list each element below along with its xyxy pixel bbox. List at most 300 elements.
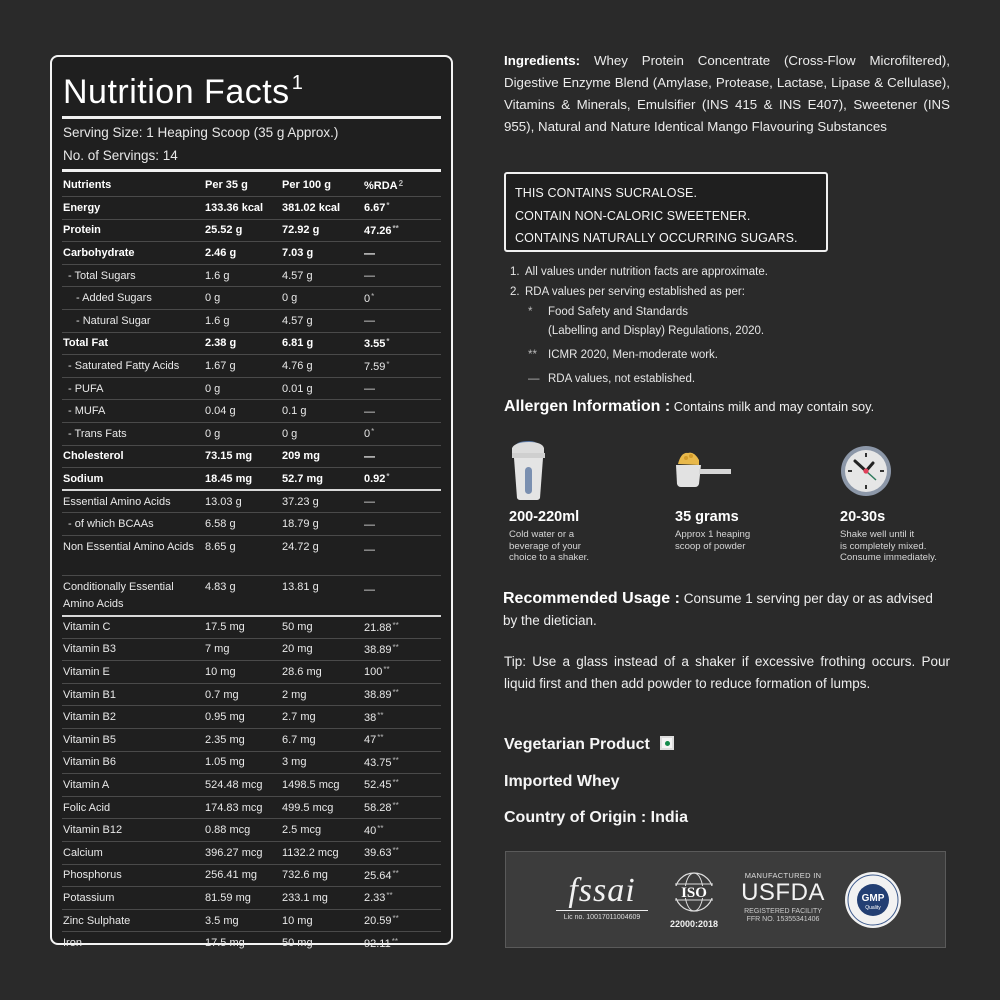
- rda-number: 38: [364, 711, 377, 724]
- per-35g-value: 0.95 mg: [204, 706, 281, 729]
- nutrient-name: Vitamin E: [62, 661, 204, 684]
- table-row: [62, 864, 441, 887]
- table-row: [62, 576, 441, 616]
- table-row: [62, 819, 441, 842]
- per-35g-value: 25.52 g: [204, 219, 281, 242]
- per-100g-value: 381.02 kcal: [281, 197, 363, 220]
- rda-source-text: RDA values, not established.: [548, 373, 696, 385]
- table-row: [62, 197, 441, 220]
- usfda-top-text: MANUFACTURED IN: [744, 871, 822, 880]
- rda-number: —: [364, 518, 375, 531]
- nutrition-facts-title: [62, 61, 441, 114]
- table-row: [62, 932, 441, 955]
- nutrient-name: - PUFA: [62, 377, 204, 400]
- clock-icon: [840, 440, 980, 502]
- desc-line: Cold water or a: [509, 529, 575, 540]
- nutrition-table: [62, 174, 441, 954]
- rda-source-mark: *: [386, 201, 390, 211]
- country-of-origin: Country of Origin : India: [504, 809, 688, 826]
- per-100g-value: 4.57 g: [281, 310, 363, 333]
- rda-value: [363, 932, 441, 955]
- nutrient-name: - Added Sugars: [62, 287, 204, 310]
- rda-value: [363, 197, 441, 220]
- ingredients-label: Ingredients:: [504, 53, 581, 68]
- fssai-logo-text: fssai: [568, 872, 636, 909]
- per-35g-value: 174.83 mcg: [204, 796, 281, 819]
- rda-not-established: [528, 370, 830, 389]
- per-35g-value: 0.04 g: [204, 400, 281, 423]
- per-100g-value: 6.7 mg: [281, 728, 363, 751]
- nutrient-name: Vitamin B12: [62, 819, 204, 842]
- fssai-license: Lic no. 10017011004609: [563, 914, 641, 921]
- per-100g-value: 50 mg: [281, 616, 363, 639]
- table-row: [62, 287, 441, 310]
- footnote-text: RDA values per serving established as per:: [525, 285, 745, 298]
- per-100g-value: 6.81 g: [281, 332, 363, 355]
- rda-number: 47: [364, 734, 377, 747]
- nutrient-name: - of which BCAAs: [62, 513, 204, 536]
- per-35g-value: 1.6 g: [204, 310, 281, 333]
- rda-value: [363, 819, 441, 842]
- rda-value: [363, 796, 441, 819]
- table-row: [62, 841, 441, 864]
- per-35g-value: 18.45 mg: [204, 468, 281, 491]
- column-header-rda: [363, 174, 441, 197]
- nutrition-facts-panel: [50, 55, 453, 950]
- column-header-per100: Per 100 g: [281, 174, 363, 197]
- servings-count: No. of Servings: 14: [63, 148, 178, 163]
- per-35g-value: 17.5 mg: [205, 937, 245, 950]
- per-100g-value: 2.7 mg: [281, 706, 363, 729]
- rda-value: [363, 332, 441, 355]
- rda-value: [363, 706, 441, 729]
- usfda-logo-text: USFDA: [741, 879, 825, 906]
- rda-source-mark: **: [383, 665, 390, 675]
- line: Food Safety and Standards: [548, 306, 689, 318]
- rda-value: [363, 445, 441, 468]
- usage-tip: Tip: Use a glass instead of a shaker if excessive frothing occurs. Pour liquid first and then add powder to reduce formation of lumps.: [504, 654, 950, 691]
- table-row: [62, 445, 441, 468]
- rda-number: 25.64: [364, 869, 392, 882]
- rda-value: [363, 242, 441, 265]
- rda-number: 52.45: [364, 779, 392, 792]
- usfda-sub-text: REGISTERED FACILITY: [744, 908, 822, 915]
- table-row: [62, 423, 441, 446]
- table-row: [62, 728, 441, 751]
- rda-value: [363, 355, 441, 378]
- sweetener-warning-box: [504, 172, 828, 252]
- shaker-bottle-icon: [509, 440, 649, 502]
- rda-number: —: [364, 247, 375, 260]
- rda-source-mark: **: [386, 891, 393, 901]
- allergen-label: Allergen Information :: [504, 398, 671, 415]
- nutrient-name: Vitamin B3: [62, 638, 204, 661]
- allergen-information: [504, 398, 874, 416]
- table-header-row: [62, 174, 441, 197]
- rda-value: [363, 576, 441, 616]
- serving-size: Serving Size: 1 Heaping Scoop (35 g Approx.): [63, 125, 339, 140]
- rda-source-mark: **: [392, 688, 399, 698]
- per-100g-value: 72.92 g: [281, 219, 363, 242]
- warning-line: CONTAIN NON-CALORIC SWEETENER.: [515, 208, 751, 223]
- rda-number: 0: [364, 428, 371, 441]
- rda-number: 40: [364, 824, 377, 837]
- rda-value: [363, 774, 441, 797]
- nutrient-name: Folic Acid: [62, 796, 204, 819]
- table-row: [62, 536, 441, 576]
- table-row: [62, 661, 441, 684]
- table-row: [62, 887, 441, 910]
- rda-value: [363, 310, 441, 333]
- step-amount: 200-220ml: [509, 509, 580, 525]
- table-row: [62, 774, 441, 797]
- gmp-badge: [843, 870, 903, 930]
- per-35g-value: 0.7 mg: [204, 683, 281, 706]
- column-header-nutrients: Nutrients: [62, 174, 204, 197]
- title-text: Nutrition Facts: [63, 73, 290, 111]
- rda-value: [363, 841, 441, 864]
- rda-number: 0.92: [364, 473, 386, 486]
- usage-step-time: [840, 440, 980, 564]
- per-100g-value: 0.01 g: [281, 377, 363, 400]
- rda-number: —: [364, 584, 375, 596]
- rda-number: 0: [364, 292, 371, 305]
- title-footnote: 1: [291, 72, 304, 94]
- per-100g-value: 50 mg: [282, 937, 313, 950]
- per-35g-value: 73.15 mg: [204, 445, 281, 468]
- rda-source-mark: **: [392, 778, 399, 788]
- svg-text:ISO: ISO: [681, 885, 707, 901]
- rda-value: [363, 468, 441, 491]
- svg-text:Quality: Quality: [865, 905, 881, 911]
- per-35g-value: 6.58 g: [204, 513, 281, 536]
- rda-number: —: [364, 383, 375, 396]
- rda-source-mark: *: [386, 359, 390, 369]
- per-35g-value: 4.83 g: [204, 576, 281, 616]
- nutrient-name: Essential Amino Acids: [62, 490, 204, 513]
- per-100g-value: 209 mg: [281, 445, 363, 468]
- rda-number: —: [364, 450, 375, 463]
- footnotes: [510, 263, 830, 389]
- rda-source-mark: *: [386, 472, 390, 482]
- vegetarian-label: Vegetarian Product: [504, 736, 650, 753]
- per-35g-value: 7 mg: [204, 638, 281, 661]
- rda-number: 7.59: [364, 360, 386, 373]
- table-row: [62, 377, 441, 400]
- desc-line: beverage of your: [509, 540, 581, 552]
- rda-source-mark: **: [391, 936, 398, 946]
- per-100g-value: 1132.2 mcg: [281, 841, 363, 864]
- usfda-ffr-text: FFR NO. 15355341406: [746, 916, 820, 923]
- desc-line: is completely mixed.: [840, 540, 927, 552]
- table-row: [62, 683, 441, 706]
- desc-line: scoop of powder: [675, 540, 746, 552]
- vegetarian-mark-icon: [660, 736, 674, 750]
- per-100g-value: 13.81 g: [281, 576, 363, 616]
- rda-number: 47.26: [364, 224, 392, 237]
- ingredients-list: Whey Protein Concentrate (Cross-Flow Microfiltered), Digestive Enzyme Blend (Amylase, Protease, Lactase, Lipase & Cellulase), Vitamins & Minerals, Emulsifier (INS 415 & INS E407), Sweetener (INS 955), Natural and Nature Identical Mango Flavouring Substances: [504, 53, 950, 134]
- per-35g-value: 133.36 kcal: [204, 197, 281, 220]
- allergen-text: Contains milk and may contain soy.: [673, 399, 875, 414]
- rda-value: [363, 728, 441, 751]
- per-35g-value: 17.5 mg: [204, 616, 281, 639]
- step-description: [509, 529, 649, 564]
- step-description: [675, 529, 815, 552]
- certifications-strip: [505, 851, 946, 948]
- rda-source-mark: *: [371, 427, 375, 437]
- rda-value: [363, 513, 441, 536]
- rda-value: [363, 377, 441, 400]
- double-asterisk-marker: **: [528, 349, 537, 361]
- rda-value: [363, 287, 441, 310]
- per-35g-value: 81.59 mg: [204, 887, 281, 910]
- table-row: [62, 616, 441, 639]
- gmp-seal-icon: [843, 870, 903, 930]
- table-row: [62, 355, 441, 378]
- per-35g-value: 0 g: [204, 287, 281, 310]
- rda-value: [363, 423, 441, 446]
- rda-number: 21.88: [364, 621, 392, 634]
- rda-value: [363, 751, 441, 774]
- rda-value: [363, 219, 441, 242]
- desc-line: choice to a shaker.: [509, 552, 589, 563]
- rda-source-text: [548, 303, 764, 341]
- column-header-per35: Per 35 g: [204, 174, 281, 197]
- table-row: [62, 909, 441, 932]
- rda-source-mark: **: [392, 642, 399, 652]
- dash-marker: —: [528, 373, 540, 385]
- rda-number: —: [364, 496, 375, 509]
- iso-code: 22000:2018: [669, 919, 719, 929]
- vegetarian-product: [504, 736, 674, 754]
- rda-source-text: ICMR 2020, Men-moderate work.: [548, 349, 719, 361]
- table-row: [62, 638, 441, 661]
- rda-value: [363, 887, 441, 910]
- rda-source-mark: *: [386, 336, 390, 346]
- table-row: [62, 400, 441, 423]
- rda-source-mark: **: [377, 710, 384, 720]
- rda-number: —: [364, 315, 375, 328]
- fssai-logo: [552, 872, 652, 921]
- rda-number: —: [364, 270, 375, 283]
- nutrient-name: Vitamin B5: [62, 728, 204, 751]
- per-100g-value: 18.79 g: [281, 513, 363, 536]
- rda-number: 58.28: [364, 802, 392, 815]
- line: (Labelling and Display) Regulations, 2020.: [548, 325, 765, 337]
- per-35g-value: 13.03 g: [204, 490, 281, 513]
- scoop-powder-icon: [675, 440, 815, 502]
- nutrient-name: Total Fat: [62, 332, 204, 355]
- footnote-text: All values under nutrition facts are approximate.: [525, 266, 768, 278]
- nutrient-name: Phosphorus: [62, 864, 204, 887]
- warning-line: CONTAINS NATURALLY OCCURRING SUGARS.: [515, 231, 798, 245]
- table-row: [62, 242, 441, 265]
- divider: [62, 169, 441, 172]
- per-35g-value: 524.48 mcg: [204, 774, 281, 797]
- table-row: [62, 468, 441, 491]
- rda-value: [363, 400, 441, 423]
- rda-source-double-star: [528, 346, 830, 365]
- table-row: [62, 490, 441, 513]
- per-35g-value: 0.88 mcg: [204, 819, 281, 842]
- nutrient-name: Vitamin A: [62, 774, 204, 797]
- imported-whey: Imported Whey: [504, 773, 620, 790]
- usage-step-water: [509, 440, 649, 564]
- rda-footnote: 2: [398, 178, 404, 188]
- rda-source-single-star: [528, 303, 830, 341]
- rda-number: 2.33: [364, 892, 386, 905]
- nutrient-name: Vitamin B6: [62, 751, 204, 774]
- per-100g-value: 499.5 mcg: [281, 796, 363, 819]
- rda-source-mark: **: [392, 223, 399, 233]
- per-35g-value: 10 mg: [204, 661, 281, 684]
- nutrient-name: Energy: [62, 197, 204, 220]
- rda-value: [363, 616, 441, 639]
- nutrient-name: Protein: [62, 219, 204, 242]
- asterisk-marker: *: [528, 306, 533, 318]
- rda-number: 38.89: [364, 643, 392, 656]
- per-100g-value: 0 g: [281, 423, 363, 446]
- divider: [556, 910, 648, 911]
- desc-line: Shake well until it: [840, 529, 915, 540]
- ingredients-text: [504, 50, 950, 138]
- rda-source-mark: **: [392, 868, 399, 878]
- per-35g-value: 1.67 g: [204, 355, 281, 378]
- nutrient-name: Zinc Sulphate: [62, 909, 204, 932]
- per-100g-value: 37.23 g: [281, 490, 363, 513]
- table-row: [62, 332, 441, 355]
- rda-number: —: [364, 544, 375, 556]
- rda-value: [363, 536, 441, 576]
- per-35g-value: 256.41 mg: [204, 864, 281, 887]
- nutrient-name: Potassium: [62, 887, 204, 910]
- per-100g-value: 0.1 g: [281, 400, 363, 423]
- per-100g-value: 3 mg: [281, 751, 363, 774]
- rda-value: [363, 864, 441, 887]
- nutrient-name: - MUFA: [62, 400, 204, 423]
- per-35g-value: 1.6 g: [204, 264, 281, 287]
- per-100g-value: 2.5 mcg: [281, 819, 363, 842]
- per-35g-value: 1.05 mg: [204, 751, 281, 774]
- footnote-1: [510, 263, 830, 283]
- rda-number: 3.55: [364, 337, 386, 350]
- footnote-number: 1.: [510, 266, 520, 278]
- rda-number: 100: [364, 666, 383, 679]
- table-row: [62, 219, 441, 242]
- table-row: [62, 513, 441, 536]
- per-100g-value: 732.6 mg: [281, 864, 363, 887]
- nutrient-name: - Total Sugars: [62, 264, 204, 287]
- recommended-usage-label: Recommended Usage :: [503, 590, 680, 607]
- rda-value: [363, 264, 441, 287]
- usfda-logo: [738, 871, 828, 923]
- per-35g-value: 2.35 mg: [204, 728, 281, 751]
- step-amount: 35 grams: [675, 509, 739, 525]
- rda-source-mark: **: [377, 733, 384, 743]
- per-100g-value: 28.6 mg: [281, 661, 363, 684]
- per-100g-value: 233.1 mg: [281, 887, 363, 910]
- nutrient-name: Cholesterol: [62, 445, 204, 468]
- rda-number: —: [364, 405, 375, 418]
- per-35g-value: 2.46 g: [204, 242, 281, 265]
- svg-text:GMP: GMP: [861, 893, 885, 904]
- per-100g-value: 4.76 g: [281, 355, 363, 378]
- per-35g-value: 8.65 g: [204, 536, 281, 576]
- rda-source-mark: **: [392, 914, 399, 924]
- table-row: [62, 310, 441, 333]
- nutrient-name: Carbohydrate: [62, 242, 204, 265]
- step-description: [840, 529, 980, 564]
- rda-source-mark: **: [392, 846, 399, 856]
- table-row: [62, 751, 441, 774]
- per-100g-value: 24.72 g: [281, 536, 363, 576]
- rda-value: [363, 490, 441, 513]
- nutrient-name: - Natural Sugar: [62, 310, 204, 333]
- table-row: [62, 706, 441, 729]
- rda-source-mark: **: [392, 620, 399, 630]
- rda-number: 38.89: [364, 689, 392, 702]
- rda-number: 6.67: [364, 202, 386, 215]
- rda-number: 43.75: [364, 756, 392, 769]
- rda-value: [363, 909, 441, 932]
- per-100g-value: 52.7 mg: [281, 468, 363, 491]
- per-35g-value: 3.5 mg: [204, 909, 281, 932]
- nutrient-name: Iron: [63, 937, 82, 950]
- nutrient-name: Sodium: [62, 468, 204, 491]
- nutrient-name: Vitamin B2: [62, 706, 204, 729]
- nutrient-name: - Trans Fats: [62, 423, 204, 446]
- nutrient-name: Vitamin B1: [62, 683, 204, 706]
- rda-value: [363, 683, 441, 706]
- nutrient-name: - Saturated Fatty Acids: [62, 355, 204, 378]
- step-amount: 20-30s: [840, 509, 886, 525]
- nutrient-name: Conditionally Essential Amino Acids: [62, 576, 204, 616]
- per-100g-value: 4.57 g: [281, 264, 363, 287]
- rda-number: 39.63: [364, 847, 392, 860]
- per-100g-value: 0 g: [281, 287, 363, 310]
- warning-line: THIS CONTAINS SUCRALOSE.: [515, 186, 698, 200]
- usage-step-scoop: [675, 440, 815, 552]
- per-35g-value: 0 g: [204, 423, 281, 446]
- per-100g-value: 2 mg: [281, 683, 363, 706]
- per-100g-value: 7.03 g: [281, 242, 363, 265]
- per-100g-value: 10 mg: [281, 909, 363, 932]
- rda-source-mark: **: [377, 823, 384, 833]
- rda-source-mark: **: [392, 801, 399, 811]
- rda-source-mark: *: [371, 291, 375, 301]
- rda-value: [363, 638, 441, 661]
- nutrient-name: Calcium: [62, 841, 204, 864]
- rda-source-mark: **: [392, 755, 399, 765]
- recommended-usage-text: Consume 1 serving per day or as advised by the dietician.: [503, 591, 933, 628]
- rda-header-text: %RDA: [364, 179, 398, 192]
- per-35g-value: 0 g: [204, 377, 281, 400]
- divider: [62, 116, 441, 119]
- nutrient-name: Non Essential Amino Acids: [62, 536, 204, 576]
- table-row: [62, 264, 441, 287]
- per-100g-value: 1498.5 mcg: [281, 774, 363, 797]
- footnote-number: 2.: [510, 285, 520, 298]
- per-35g-value: 2.38 g: [204, 332, 281, 355]
- ingredients-section: [504, 50, 950, 138]
- per-100g-value: 20 mg: [281, 638, 363, 661]
- rda-number: 92.11: [364, 937, 391, 950]
- rda-number: 20.59: [364, 915, 392, 928]
- nutrient-name: Vitamin C: [62, 616, 204, 639]
- desc-line: Approx 1 heaping: [675, 529, 751, 540]
- rda-value: [363, 661, 441, 684]
- desc-line: Consume immediately.: [840, 552, 937, 563]
